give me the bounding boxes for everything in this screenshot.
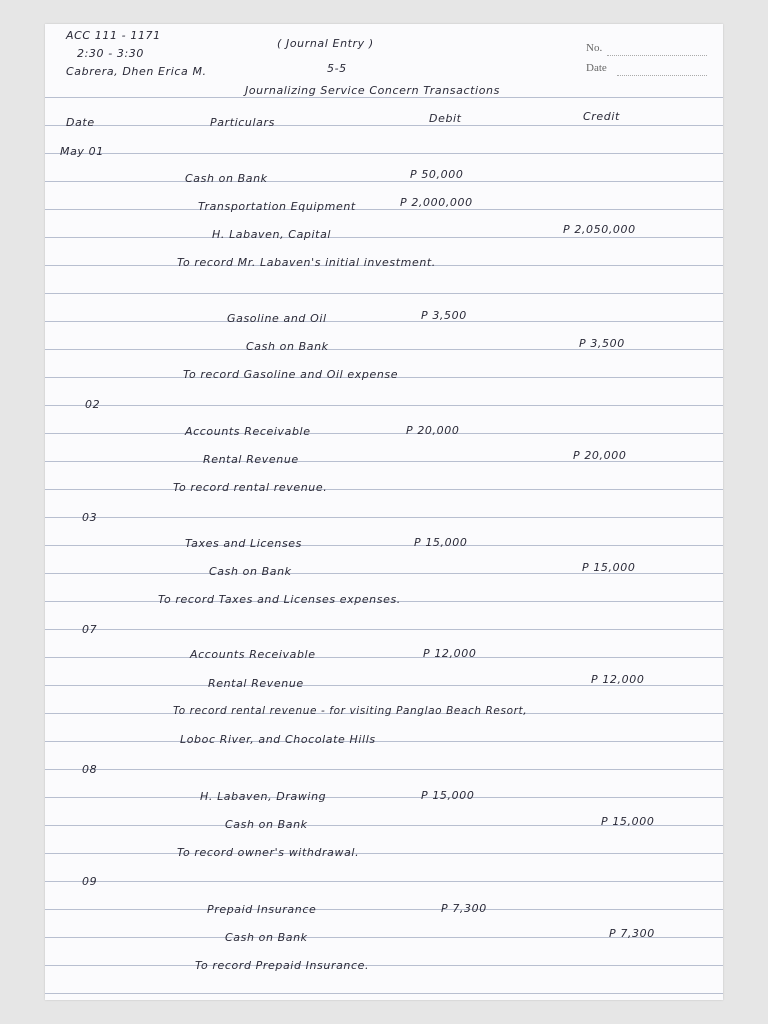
credit-amount: P 15,000 bbox=[582, 561, 636, 574]
credit-account: Rental Revenue bbox=[203, 453, 299, 466]
ruled-line bbox=[45, 433, 723, 434]
page-caption: Journalizing Service Concern Transactions bbox=[245, 84, 500, 97]
debit-amount: P 7,300 bbox=[441, 902, 487, 915]
class-time: 2:30 - 3:30 bbox=[77, 47, 144, 60]
debit-account: Accounts Receivable bbox=[190, 648, 316, 661]
printed-no-label: No. bbox=[586, 42, 603, 54]
credit-amount: P 15,000 bbox=[601, 815, 655, 828]
debit-amount: P 15,000 bbox=[421, 789, 475, 802]
debit-amount: P 3,500 bbox=[421, 309, 467, 322]
debit-account: Gasoline and Oil bbox=[227, 312, 327, 325]
ruled-line bbox=[45, 881, 723, 882]
ruled-line bbox=[45, 293, 723, 294]
debit-account: Accounts Receivable bbox=[185, 425, 311, 438]
credit-amount: P 3,500 bbox=[579, 337, 625, 350]
debit-account: H. Labaven, Drawing bbox=[200, 790, 327, 803]
problem-number: 5-5 bbox=[327, 62, 347, 75]
credit-account: Cash on Bank bbox=[209, 565, 292, 578]
credit-amount: P 7,300 bbox=[609, 927, 655, 940]
credit-amount: P 2,050,000 bbox=[563, 223, 636, 236]
ruled-line bbox=[45, 797, 723, 798]
entry-description: To record rental revenue. bbox=[173, 481, 328, 494]
ruled-line bbox=[45, 97, 723, 98]
entry-date: May 01 bbox=[60, 145, 104, 158]
ruled-line bbox=[45, 153, 723, 154]
ruled-line bbox=[45, 629, 723, 630]
ruled-line bbox=[45, 517, 723, 518]
credit-amount: P 12,000 bbox=[591, 673, 645, 686]
debit-account: Taxes and Licenses bbox=[185, 537, 303, 550]
no-field-line bbox=[607, 55, 707, 56]
ruled-line bbox=[45, 769, 723, 770]
debit-amount: P 50,000 bbox=[410, 168, 464, 181]
ruled-line bbox=[45, 909, 723, 910]
entry-description: To record Gasoline and Oil expense bbox=[183, 368, 399, 381]
ruled-line bbox=[45, 405, 723, 406]
col-debit: Debit bbox=[429, 112, 462, 125]
page-title: ( Journal Entry ) bbox=[277, 37, 374, 50]
debit-amount: P 15,000 bbox=[414, 536, 468, 549]
course-code: ACC 111 - 1171 bbox=[66, 29, 161, 42]
ruled-line bbox=[45, 741, 723, 742]
notebook-page bbox=[45, 24, 723, 1000]
entry-date: 08 bbox=[82, 763, 98, 776]
debit-amount: P 12,000 bbox=[423, 647, 477, 660]
entry-description: To record Taxes and Licenses expenses. bbox=[158, 593, 401, 606]
entry-date: 09 bbox=[82, 875, 98, 888]
ruled-line bbox=[45, 993, 723, 994]
ruled-line bbox=[45, 321, 723, 322]
debit-account: Cash on Bank bbox=[185, 172, 268, 185]
ruled-line bbox=[45, 237, 723, 238]
credit-account: Cash on Bank bbox=[246, 340, 329, 353]
entry-description: To record Mr. Labaven's initial investment. bbox=[177, 256, 436, 269]
ruled-line bbox=[45, 489, 723, 490]
ruled-line bbox=[45, 125, 723, 126]
ruled-line bbox=[45, 545, 723, 546]
col-particulars: Particulars bbox=[210, 116, 275, 129]
credit-account: Rental Revenue bbox=[208, 677, 304, 690]
ruled-line bbox=[45, 965, 723, 966]
ruled-line bbox=[45, 209, 723, 210]
printed-date-label: Date bbox=[586, 62, 607, 74]
student-name: Cabrera, Dhen Erica M. bbox=[66, 65, 207, 78]
credit-amount: P 20,000 bbox=[573, 449, 627, 462]
col-credit: Credit bbox=[583, 110, 620, 123]
entry-description: To record Prepaid Insurance. bbox=[195, 959, 370, 972]
col-date: Date bbox=[66, 116, 95, 129]
debit-amount: P 2,000,000 bbox=[400, 196, 473, 209]
entry-description: To record owner's withdrawal. bbox=[177, 846, 360, 859]
debit-account: Prepaid Insurance bbox=[207, 903, 317, 916]
ruled-line bbox=[45, 853, 723, 854]
ruled-line bbox=[45, 181, 723, 182]
credit-account: Cash on Bank bbox=[225, 818, 308, 831]
entry-date: 02 bbox=[85, 398, 101, 411]
entry-date: 03 bbox=[82, 511, 98, 524]
debit-account: Transportation Equipment bbox=[198, 200, 356, 213]
date-field-line bbox=[617, 75, 707, 76]
entry-date: 07 bbox=[82, 623, 98, 636]
debit-amount: P 20,000 bbox=[406, 424, 460, 437]
entry-description: To record rental revenue - for visiting Panglao Beach Resort, bbox=[173, 705, 528, 717]
ruled-line bbox=[45, 657, 723, 658]
credit-account: H. Labaven, Capital bbox=[212, 228, 332, 241]
entry-description-continued: Loboc River, and Chocolate Hills bbox=[180, 733, 376, 746]
credit-account: Cash on Bank bbox=[225, 931, 308, 944]
